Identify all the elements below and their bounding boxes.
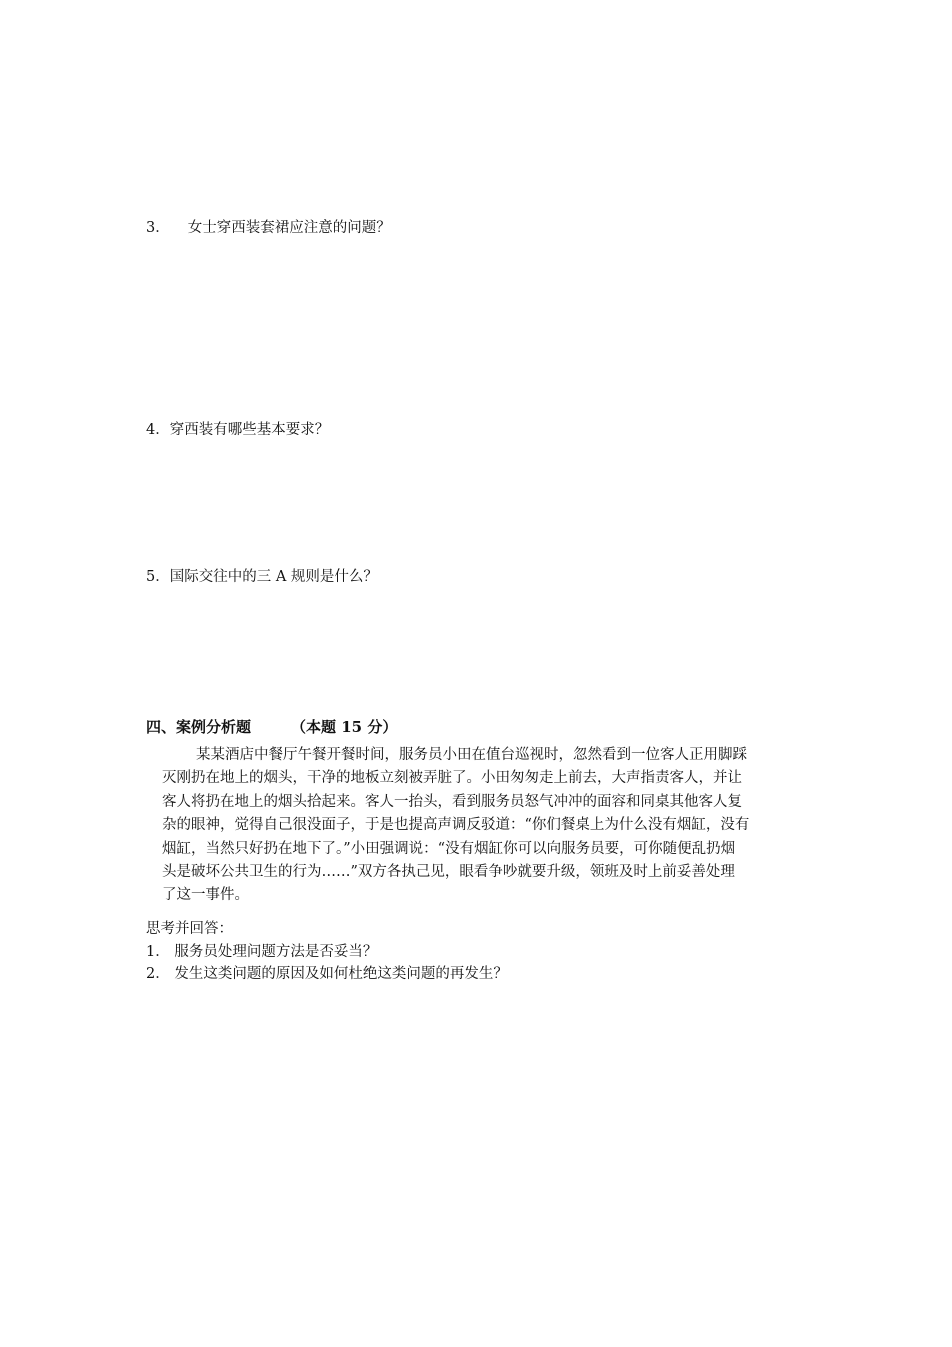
question-text: 国际交往中的三 A 规则是什么？ <box>169 569 378 585</box>
question-5 <box>146 567 378 587</box>
think-label: 思考并回答： <box>146 921 233 937</box>
question-text: 穿西装有哪些基本要求？ <box>169 422 330 438</box>
section-score: （本题 15 分） <box>291 718 398 736</box>
question-number: 5． <box>146 569 170 585</box>
question-text: 女士穿西装套裙应注意的问题？ <box>187 220 391 236</box>
case-line: 某某酒店中餐厅午餐开餐时间，服务员小田在值台巡视时，忽然看到一位客人正用脚踩 <box>196 747 747 763</box>
section-heading <box>146 717 397 737</box>
case-line: 烟缸，当然只好扔在地下了。”小田强调说：“没有烟缸你可以向服务员要，可你随便乱扔烟 <box>162 840 736 857</box>
case-line: 灭刚扔在地上的烟头，干净的地板立刻被弄脏了。小田匆匆走上前去，大声指责客人，并让 <box>162 770 742 787</box>
think-section <box>146 918 508 986</box>
section-title: 四、案例分析题 <box>146 718 252 736</box>
case-line: 头是破坏公共卫生的行为……”双方各执己见，眼看争吵就要升级，领班及时上前妥善处理 <box>162 863 735 880</box>
case-line: 了这一事件。 <box>162 887 249 904</box>
think-item: 2． 发生这类问题的原因及如何杜绝这类问题的再发生？ <box>146 966 508 983</box>
think-item: 1． 服务员处理问题方法是否妥当？ <box>146 943 378 960</box>
question-number: 4． <box>146 422 170 438</box>
question-3 <box>146 218 391 238</box>
case-paragraph <box>146 744 840 908</box>
question-number: 3． <box>146 220 170 236</box>
case-line: 杂的眼神，觉得自己很没面子，于是也提高声调反驳道：“你们餐桌上为什么没有烟缸，没有 <box>162 817 750 834</box>
case-line: 客人将扔在地上的烟头拾起来。客人一抬头，看到服务员怒气冲冲的面容和同桌其他客人复 <box>162 793 742 810</box>
question-4 <box>146 420 329 440</box>
